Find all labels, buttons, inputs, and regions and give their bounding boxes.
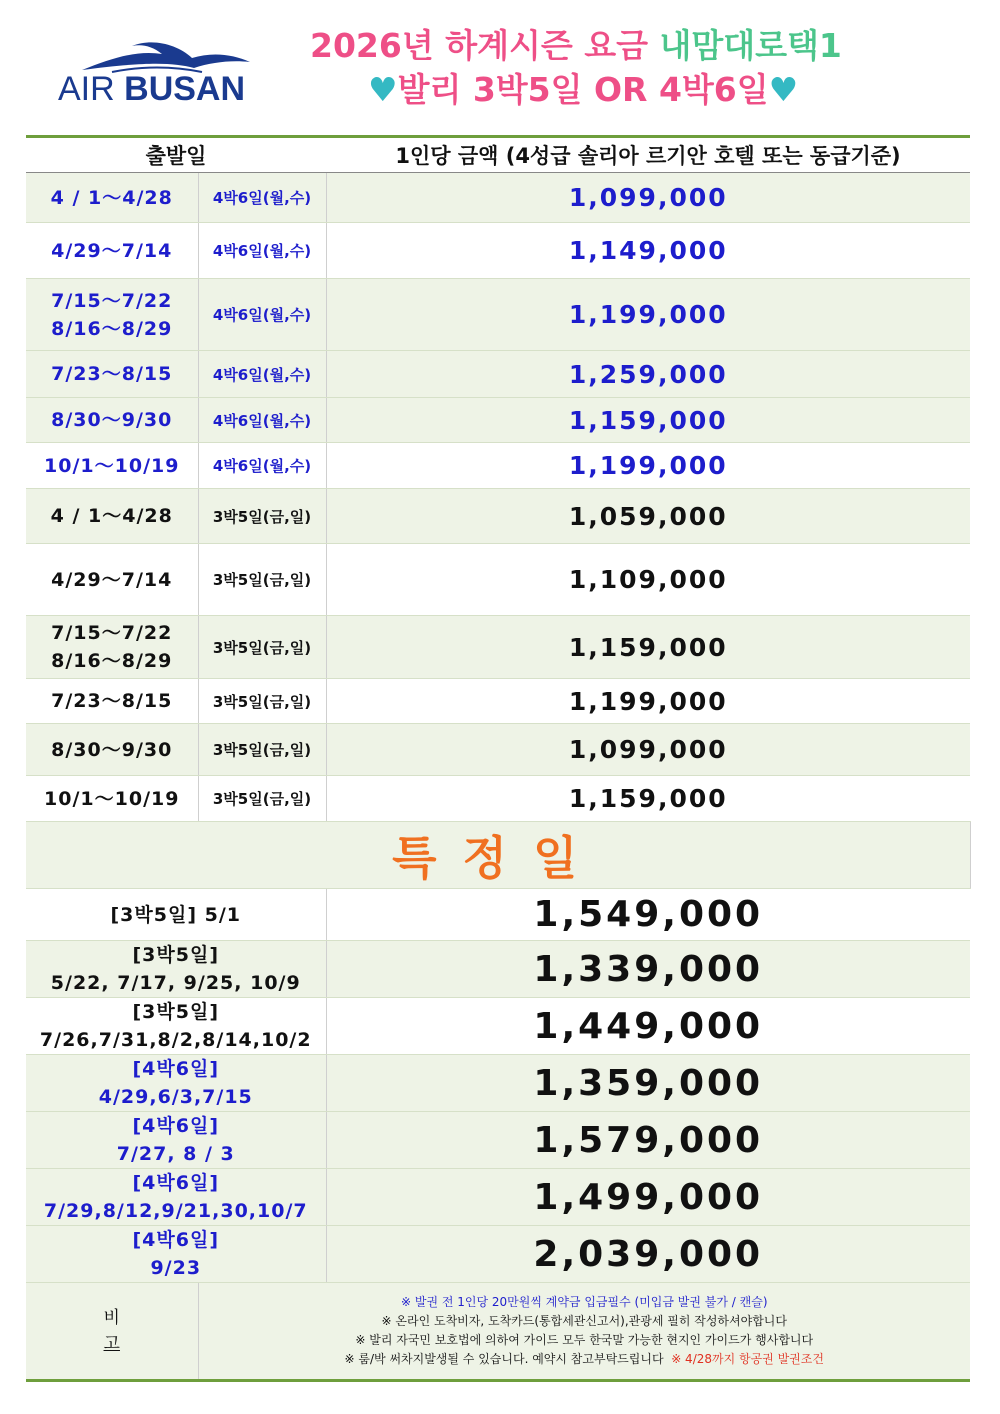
notes-row [26,1283,970,1381]
special-row [26,1169,970,1226]
price: 1,099,000 [568,735,728,764]
logo-air-text: AIR [58,70,115,108]
duration: 4박6일(월,수) [212,411,312,430]
departure-date: 8/16～8/29 [51,317,173,340]
duration: 4박6일(월,수) [212,242,312,260]
note-line: ※ 룸/박 써차지발생될 수 있습니다. 예약시 참고부탁드립니다 [344,1352,664,1366]
special-row [26,1226,970,1283]
duration: 3박5일(금,일) [212,741,312,759]
special-duration: [3박5일] [132,944,220,966]
special-date: [3박5일] 5/1 [110,903,242,926]
note-line: ※ 발리 자국민 보호법에 의하여 가이드 모두 한국말 가능한 현지인 가이드가 행사합니다 [355,1333,814,1347]
departure-date: 7/15～7/22 [51,622,173,644]
duration: 3박5일(금,일) [212,692,312,711]
special-row [26,1055,970,1112]
price: 1,159,000 [568,632,728,662]
price: 1,199,000 [568,451,728,480]
special-dates-title: 특정일 [392,831,604,885]
duration: 4박6일(월,수) [212,365,312,384]
departure-date: 8/30～9/30 [51,738,173,761]
table-row [26,724,970,776]
duration: 4박6일(월,수) [212,457,312,475]
departure-date: 4/29～7/14 [51,239,173,262]
subtitle-text: 발리 3박5일 OR 4박6일 [397,70,769,109]
special-price: 1,549,000 [533,894,764,935]
table-row [26,398,970,443]
special-row [26,998,970,1055]
special-row [26,889,970,941]
duration: 3박5일(금,일) [212,790,312,808]
special-row [26,1112,970,1169]
heart-icon: ♥ [368,70,398,109]
special-price: 2,039,000 [533,1233,764,1275]
note-line: ※ 발권 전 1인당 20만원씩 계약금 입금필수 (미입금 발권 불가 / 캔슬) [400,1295,768,1309]
special-date: 7/26,7/31,8/2,8/14,10/2 [39,1029,312,1051]
departure-date: 4 / 1～4/28 [50,186,173,209]
header [0,0,1000,135]
table-row [26,776,970,822]
title-choice: 내맘대로택1 [659,26,842,65]
page-subtitle [368,64,798,111]
departure-date: 4 / 1～4/28 [50,505,173,527]
table-row [26,544,970,616]
notes-body [198,1283,970,1381]
special-duration: [4박6일] [132,1058,220,1080]
special-price: 1,499,000 [533,1176,764,1218]
special-dates-heading-row [26,822,970,889]
special-price: 1,359,000 [533,1062,764,1104]
page-title [310,20,950,67]
note-red: ※ 4/28까지 항공권 발권조건 [671,1352,824,1366]
price: 1,199,000 [568,300,728,329]
special-price: 1,449,000 [533,1005,764,1047]
table-row [26,443,970,489]
departure-date: 8/30～9/30 [51,409,173,431]
table-row [26,489,970,544]
special-duration: [3박5일] [132,1001,220,1023]
departure-date: 7/23～8/15 [51,690,173,712]
duration: 3박5일(금,일) [212,571,312,589]
table-row [26,351,970,398]
special-date: 7/29,8/12,9/21,30,10/7 [43,1200,308,1222]
price: 1,109,000 [568,565,728,594]
logo-busan-text: BUSAN [124,70,246,108]
air-busan-logo [58,40,258,110]
special-date: 7/27, 8 / 3 [116,1143,235,1165]
departure-date: 4/29～7/14 [51,568,173,591]
heart-icon: ♥ [768,70,799,109]
table-row [26,223,970,279]
departure-date: 10/1～10/19 [44,787,180,810]
special-date: 4/29,6/3,7/15 [98,1086,253,1108]
special-row [26,941,970,998]
special-date: 5/22, 7/17, 9/25, 10/9 [50,972,301,994]
price: 1,159,000 [568,405,728,435]
price-table [26,135,971,1382]
table-row [26,173,970,223]
table-row [26,279,970,351]
duration: 3박5일(금,일) [212,638,312,657]
departure-date: 10/1～10/19 [44,454,180,477]
duration: 4박6일(월,수) [212,189,312,207]
departure-date: 8/16～8/29 [51,650,173,672]
special-duration: [4박6일] [132,1229,220,1251]
special-date: 9/23 [150,1257,202,1279]
duration: 4박6일(월,수) [212,306,312,324]
price: 1,149,000 [568,236,728,265]
special-price: 1,579,000 [533,1119,764,1161]
price-header: 1인당 금액 (4성급 솔리아 르기안 호텔 또는 동급기준) [326,137,970,173]
special-duration: [4박6일] [132,1172,220,1194]
price: 1,259,000 [568,359,728,389]
departure-date: 7/23～8/15 [51,363,173,385]
departure-date: 7/15～7/22 [51,289,173,312]
note-line: ※ 온라인 도착비자, 도착카드(통합세관신고서),관광세 필히 작성하셔야합니다 [381,1314,787,1328]
table-row [26,616,970,679]
special-price: 1,339,000 [533,948,764,990]
table-row [26,679,970,724]
price: 1,159,000 [568,784,728,813]
price: 1,059,000 [568,501,728,531]
notes-label-2: 고 [103,1334,120,1354]
price: 1,099,000 [568,183,728,212]
price: 1,199,000 [568,686,728,716]
duration: 3박5일(금,일) [212,507,312,526]
title-season: 2026년 하계시즌 요금 [310,26,648,65]
departure-header: 출발일 [26,137,326,173]
notes-label-1: 비 [103,1308,120,1328]
special-duration: [4박6일] [132,1115,220,1137]
